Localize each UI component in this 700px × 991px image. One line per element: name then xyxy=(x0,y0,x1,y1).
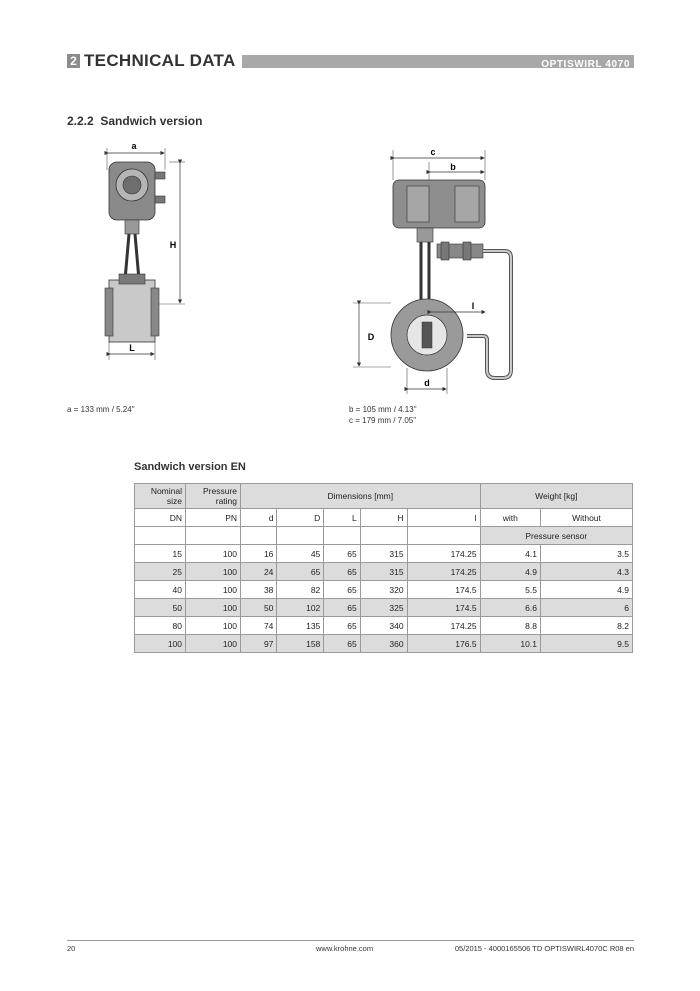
side-view-drawing xyxy=(345,140,520,395)
th-l: l xyxy=(407,509,480,527)
th-H: H xyxy=(360,509,407,527)
page-header xyxy=(67,52,634,70)
table-row: 40 100 38 82 65 320 174.5 5.5 4.9 xyxy=(135,581,633,599)
th-dimensions: Dimensions [mm] xyxy=(241,484,481,509)
table-row: 50 100 50 102 65 325 174.5 6.6 6 xyxy=(135,599,633,617)
th-d: d xyxy=(241,509,277,527)
table-header-row xyxy=(135,484,633,509)
section-title xyxy=(67,114,202,128)
footer-url[interactable]: www.krohne.com xyxy=(316,944,374,953)
label-b: b xyxy=(450,162,456,172)
section-number: 2.2.2 xyxy=(67,114,94,128)
table-row: 25 100 24 65 65 315 174.25 4.9 4.3 xyxy=(135,563,633,581)
front-view-drawing xyxy=(95,140,195,365)
caption-c: c = 179 mm / 7.05" xyxy=(349,416,417,425)
product-name: OPTISWIRL 4070 xyxy=(541,59,630,70)
label-c: c xyxy=(430,147,436,157)
th-without: Without xyxy=(540,509,632,527)
label-L: L xyxy=(129,343,135,353)
th-D: D xyxy=(277,509,324,527)
table-title: Sandwich version EN xyxy=(134,461,246,473)
table-row: 15 100 16 45 65 315 174.25 4.1 3.5 xyxy=(135,545,633,563)
dimensions-table xyxy=(134,483,633,653)
section-heading: Sandwich version xyxy=(100,114,203,128)
chapter-number: 2 xyxy=(67,54,80,68)
header-bar xyxy=(242,55,634,68)
th-pressure-sensor: Pressure sensor xyxy=(480,527,632,545)
th-weight: Weight [kg] xyxy=(480,484,632,509)
label-D: D xyxy=(367,332,375,342)
table-sensor-row xyxy=(135,527,633,545)
table-row: 100 100 97 158 65 360 176.5 10.1 9.5 xyxy=(135,635,633,653)
caption-a: a = 133 mm / 5.24" xyxy=(67,405,135,414)
th-nominal-size: Nominal size xyxy=(135,484,186,509)
label-a: a xyxy=(131,141,137,151)
chapter-title: TECHNICAL DATA xyxy=(84,51,236,70)
th-with: with xyxy=(480,509,540,527)
label-d: d xyxy=(424,378,430,388)
label-H: H xyxy=(169,240,177,250)
footer-doc-id: 05/2015 - 4000165506 TD OPTISWIRL4070C R08 en xyxy=(454,944,634,953)
th-L: L xyxy=(324,509,360,527)
table-row: 80 100 74 135 65 340 174.25 8.8 8.2 xyxy=(135,617,633,635)
th-pn: PN xyxy=(186,509,241,527)
th-dn: DN xyxy=(135,509,186,527)
table-subheader-row xyxy=(135,509,633,527)
label-l: l xyxy=(471,301,475,311)
caption-b: b = 105 mm / 4.13" xyxy=(349,405,417,414)
table-body xyxy=(135,545,633,653)
page-number: 20 xyxy=(67,944,76,953)
footer-divider xyxy=(67,940,634,941)
th-pressure-rating: Pressure rating xyxy=(186,484,241,509)
